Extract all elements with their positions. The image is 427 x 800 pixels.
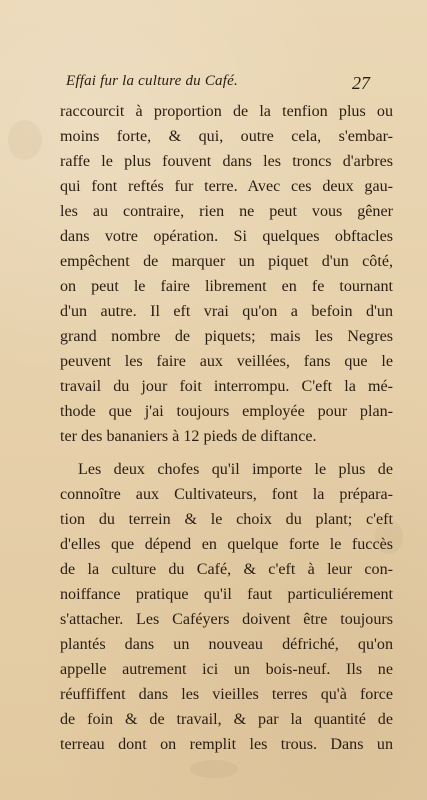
paper-stain: [190, 760, 238, 778]
text-line: dans votre opération. Si quelques obftacles: [60, 228, 393, 245]
text-line: ter des bananiers à 12 pieds de diftance.: [60, 428, 317, 445]
text-line: terreau dont on remplit les trous. Dans un: [60, 736, 393, 753]
text-line: grand nombre de piquets; mais les Negres: [60, 328, 393, 345]
text-line: s'attacher. Les Caféyers doivent être toujours: [60, 611, 393, 628]
text-line: empêchent de marquer un piquet d'un côté,: [60, 253, 393, 270]
page-number: 27: [352, 73, 370, 93]
text-line: moins forte, & qui, outre cela, s'embar-: [60, 128, 393, 145]
text-line: tion du terrein & le choix du plant; c'eft: [60, 511, 393, 528]
text-line: les au contraire, rien ne peut vous gêner: [60, 203, 393, 220]
text-line: noiffance pratique qu'il faut particuliérement: [60, 586, 393, 603]
text-line: raccourcit à proportion de la tenfion plus ou: [60, 103, 393, 120]
running-title: Effai fur la culture du Café.: [66, 73, 238, 89]
paper-stain: [8, 120, 42, 160]
text-line: peuvent les faire aux veillées, fans que le: [60, 353, 393, 370]
text-line: qui font reftés fur terre. Avec ces deux gau-: [60, 178, 393, 195]
text-line: raffe le plus fouvent dans les troncs d'arbres: [60, 153, 393, 170]
paragraph-gap: [60, 449, 393, 457]
text-line: d'un autre. Il eft vrai qu'on a befoin d'un: [60, 303, 393, 320]
text-line: travail du jour foit interrompu. C'eft la mé-: [60, 378, 393, 395]
text-line: connoître aux Cultivateurs, font la prépara-: [60, 486, 393, 503]
text-line: plantés dans un nouveau défriché, qu'on: [60, 636, 393, 653]
text-line: de la culture du Café, & c'eft à leur con-: [60, 561, 393, 578]
text-line: thode que j'ai toujours employée pour plan-: [60, 403, 393, 420]
text-line: appelle autrement ici un bois-neuf. Ils ne: [60, 661, 393, 678]
body-text: [60, 99, 393, 757]
text-line: Les deux chofes qu'il importe le plus de: [78, 461, 393, 478]
text-line: réuffiffent dans les vieilles terres qu'à force: [60, 686, 393, 703]
text-line: de foin & de travail, & par la quantité de: [60, 711, 393, 728]
text-line: on peut le faire librement en fe tournant: [60, 278, 393, 295]
page-header: [66, 73, 370, 97]
text-line: d'elles que dépend en quelque forte le fuccès: [60, 536, 393, 553]
